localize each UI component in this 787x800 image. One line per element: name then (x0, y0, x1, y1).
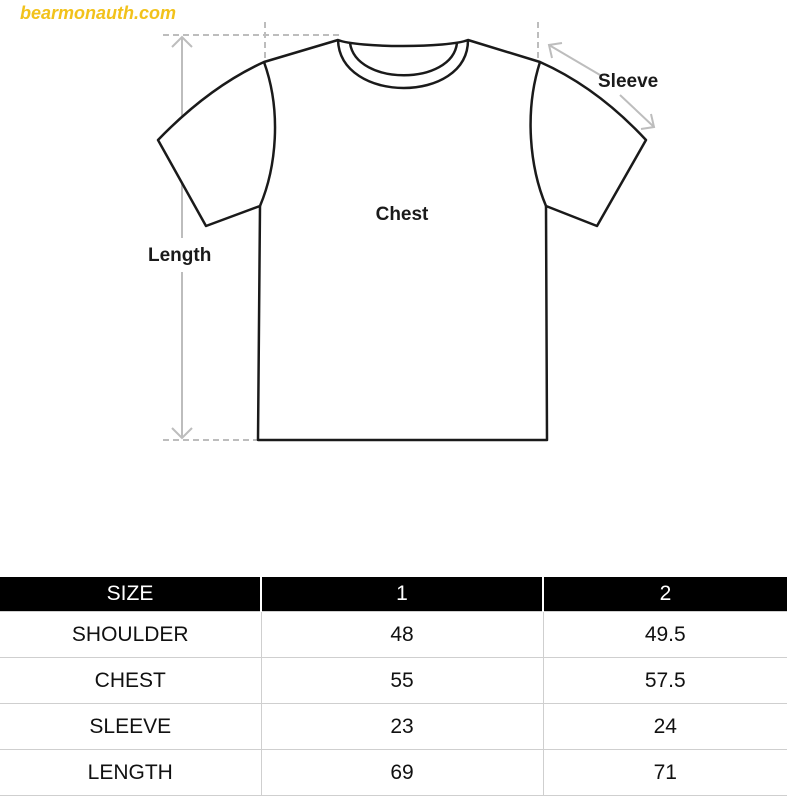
row-label: SLEEVE (0, 704, 261, 750)
row-value: 23 (261, 704, 543, 750)
row-value: 55 (261, 658, 543, 704)
table-row (0, 658, 787, 704)
tshirt-outline (158, 40, 646, 440)
table-row (0, 612, 787, 658)
row-value: 48 (261, 612, 543, 658)
watermark-text: bearmonauth.com (20, 3, 177, 23)
table-header-row (0, 577, 787, 612)
sleeve-label: Sleeve (598, 71, 659, 92)
length-arrow (172, 37, 192, 438)
row-label: CHEST (0, 658, 261, 704)
row-value: 24 (543, 704, 787, 750)
header-size: SIZE (0, 577, 261, 612)
row-label: SHOULDER (0, 612, 261, 658)
header-size-2: 2 (543, 577, 787, 612)
row-value: 57.5 (543, 658, 787, 704)
row-value: 69 (261, 750, 543, 796)
header-size-1: 1 (261, 577, 543, 612)
size-table (0, 577, 787, 796)
table-row (0, 750, 787, 796)
chest-label: Chest (375, 204, 429, 225)
row-label: LENGTH (0, 750, 261, 796)
row-value: 71 (543, 750, 787, 796)
table-row (0, 704, 787, 750)
row-value: 49.5 (543, 612, 787, 658)
length-label: Length (148, 245, 212, 266)
